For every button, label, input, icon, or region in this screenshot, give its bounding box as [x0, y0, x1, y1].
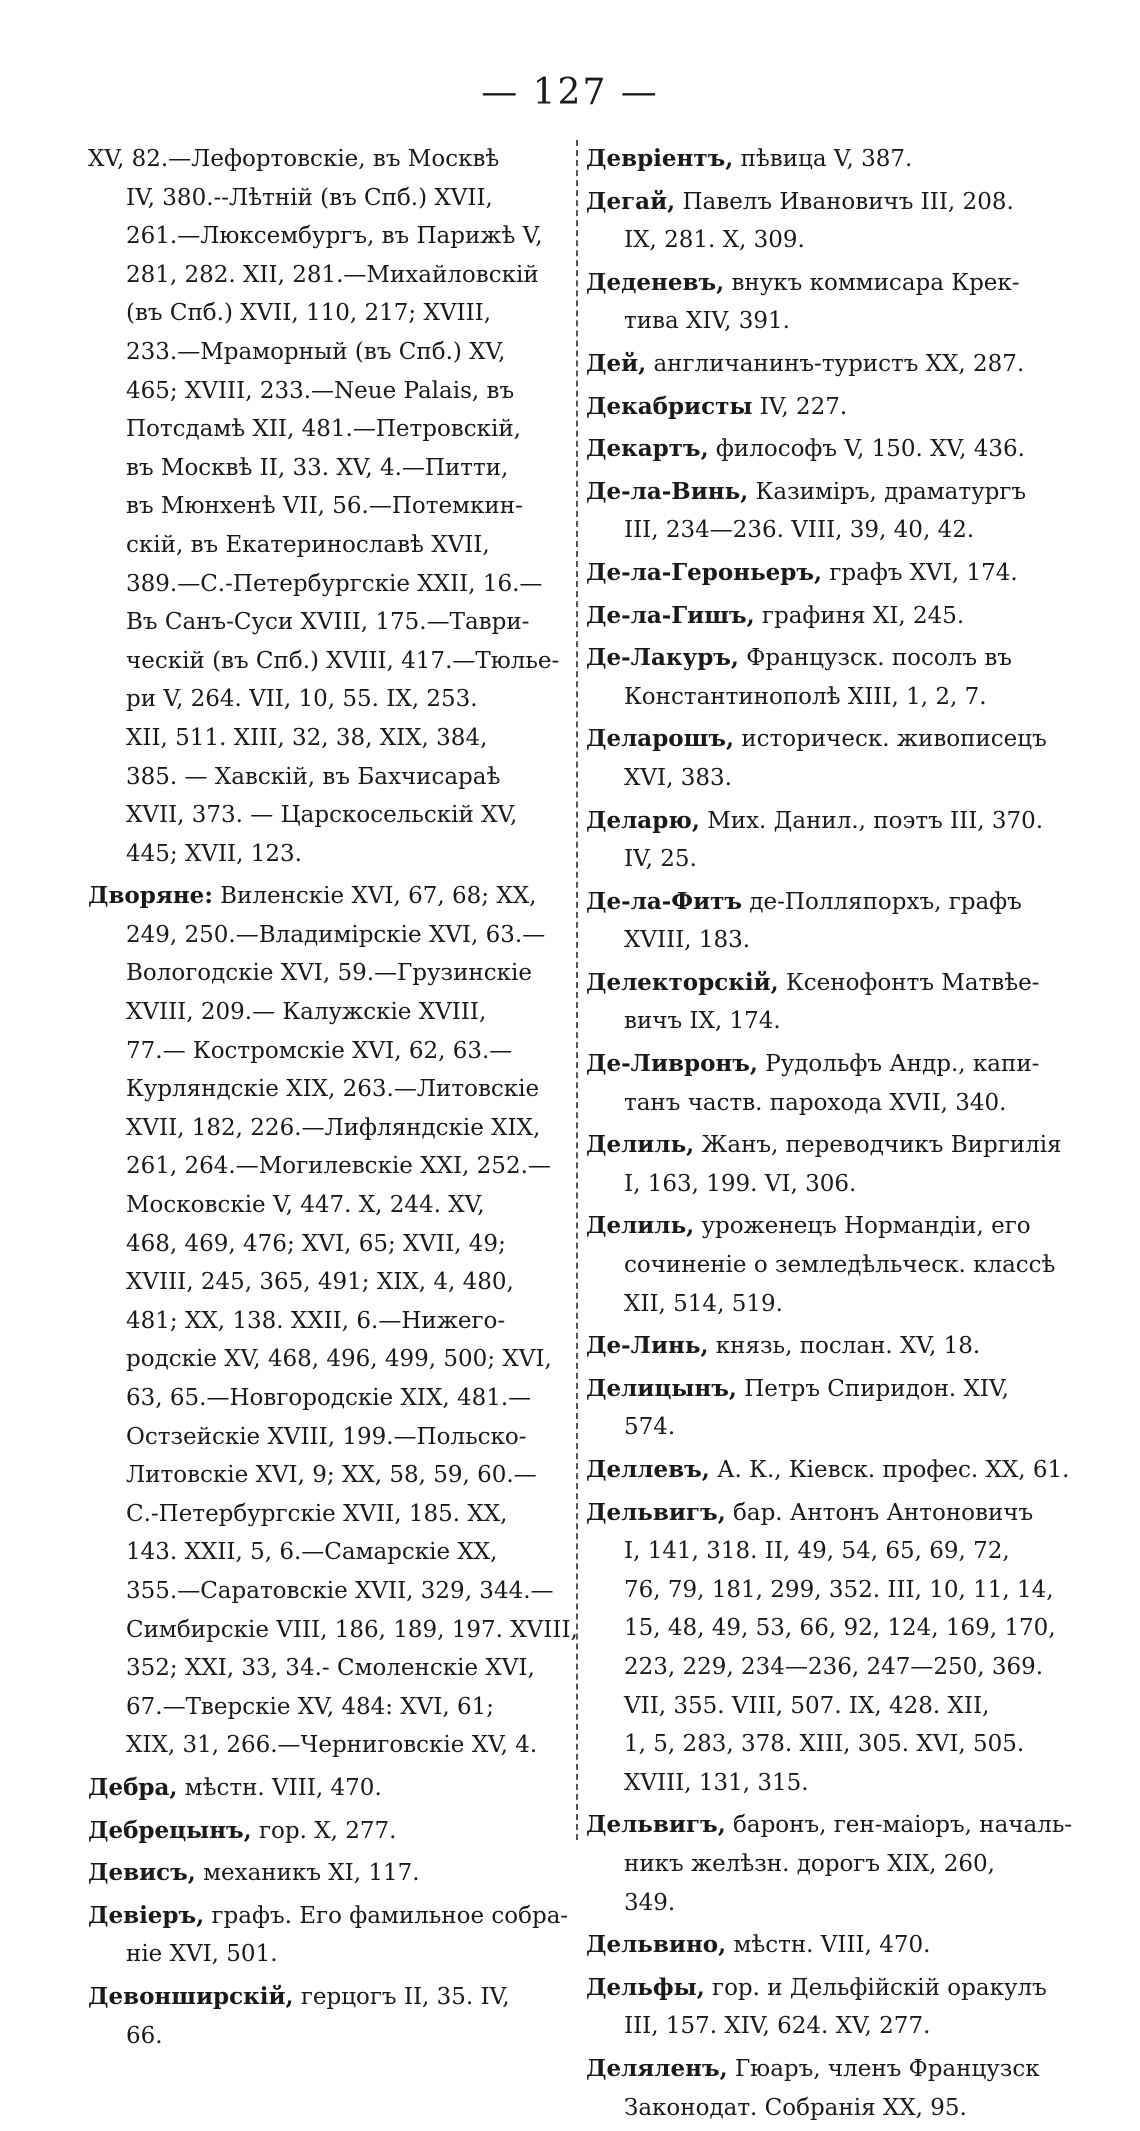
entry-line — [586, 1285, 1064, 1324]
entry-line — [586, 388, 1064, 427]
entry-line — [586, 1845, 1064, 1884]
entry-text: 445; XVII, 123. — [126, 840, 302, 867]
entry-text: скій, въ Екатеринославѣ XVII, — [126, 531, 490, 558]
index-entry — [586, 264, 1064, 341]
entry-text: XV, 82.—Лефортовскіе, въ Москвѣ — [88, 146, 500, 172]
entry-text: англичанинъ-туристъ XX, 287. — [653, 350, 1025, 377]
entry-text: философъ V, 150. XV, 436. — [715, 436, 1025, 463]
entry-text: 76, 79, 181, 299, 352. III, 10, 11, 14, — [624, 1576, 1054, 1603]
entry-line — [88, 603, 566, 642]
entry-line — [88, 256, 566, 295]
entry-text: родскіе XV, 468, 496, 499, 500; XVI, — [126, 1346, 552, 1373]
entry-text: де-Полляпорхъ, графъ — [749, 888, 1022, 915]
entry-headword: Деденевъ, — [586, 268, 725, 296]
entry-headword: Деларю, — [586, 806, 700, 834]
entry-line — [586, 678, 1064, 717]
entry-line — [586, 140, 1064, 179]
entry-headword: Декартъ, — [586, 435, 709, 463]
entry-text: 1, 5, 283, 378. XIII, 305. XVI, 505. — [624, 1731, 1025, 1758]
entry-text: графъ. Его фамильное собра- — [211, 1902, 569, 1929]
entry-headword: Делицынъ, — [586, 1374, 737, 1402]
entry-text: Въ Санъ-Суси XVIII, 175.—Таври- — [126, 609, 530, 636]
entry-text: Мих. Данил., поэтъ III, 370. — [707, 807, 1044, 834]
entry-text: XVII, 373. — Царскосельскій XV, — [126, 802, 518, 829]
entry-headword: Дегай, — [586, 187, 676, 215]
entry-headword: Де-ла-Героньеръ, — [586, 558, 823, 586]
entry-headword: Делиль, — [586, 1131, 695, 1159]
index-entry — [586, 140, 1064, 179]
entry-text: 77.— Костромскіе XVI, 62, 63.— — [126, 1037, 513, 1064]
entry-text: 261, 264.—Могилевскіе XXI, 252.— — [126, 1153, 551, 1180]
entry-text: IV, 25. — [624, 846, 697, 873]
entry-line — [88, 1978, 566, 2017]
index-entry — [586, 1207, 1064, 1323]
entry-line — [88, 1726, 566, 1765]
index-entry — [586, 345, 1064, 384]
entry-headword: Де-Лакуръ, — [586, 644, 739, 672]
entry-line — [88, 140, 566, 179]
entry-line — [88, 1379, 566, 1418]
entry-line — [88, 487, 566, 526]
entry-line — [586, 1884, 1064, 1923]
entry-line — [586, 639, 1064, 678]
entry-line — [586, 1764, 1064, 1803]
index-entry — [88, 1897, 569, 1974]
index-entry — [586, 883, 1064, 960]
entry-line — [586, 1451, 1070, 1490]
entry-text: мѣстн. VIII, 470. — [733, 1932, 931, 1959]
entry-line — [586, 1370, 1064, 1409]
entry-line — [586, 840, 1064, 879]
entry-line — [88, 1032, 566, 1071]
entry-text: Вологодскіе XVI, 59.—Грузинскіе — [126, 960, 532, 987]
entry-text: Законодат. Собранія XX, 95. — [624, 2094, 967, 2121]
entry-text: XVIII, 183. — [624, 927, 751, 954]
entry-line — [586, 1207, 1064, 1246]
entry-text: 385. — Хавскій, въ Бахчисараѣ — [126, 763, 501, 790]
entry-text: III, 157. XIV, 624. XV, 277. — [624, 2013, 931, 2040]
index-entry — [88, 1812, 566, 1851]
entry-line — [586, 511, 1064, 550]
index-entry — [586, 1969, 1064, 2046]
entry-line — [586, 1609, 1064, 1648]
entry-line — [586, 883, 1064, 922]
entry-text: С.-Петербургскіе XVII, 185. XX, — [126, 1500, 508, 1527]
entry-line — [88, 1495, 566, 1534]
entry-line — [88, 1302, 566, 1341]
entry-line — [586, 1002, 1064, 1041]
entry-line — [88, 1225, 566, 1264]
entry-text: 249, 250.—Владимірскіе XVI, 63.— — [126, 921, 546, 948]
entry-text: уроженецъ Нормандіи, его — [701, 1213, 1031, 1240]
entry-text: Петръ Спиридон. XIV, — [744, 1375, 1009, 1402]
entry-line — [88, 680, 566, 719]
entry-line — [586, 430, 1064, 469]
entry-line — [586, 473, 1064, 512]
entry-text: 66. — [126, 2022, 163, 2049]
index-entry — [586, 1126, 1064, 1203]
entry-text: гор. и Дельфійскій оракулъ — [712, 1974, 1047, 2001]
entry-line — [586, 1571, 1064, 1610]
entry-headword: Дельвино, — [586, 1931, 727, 1959]
index-entry — [586, 1327, 1064, 1366]
entry-line — [586, 2050, 1064, 2089]
entry-line — [88, 294, 566, 333]
entry-text: I, 163, 199. VI, 306. — [624, 1170, 857, 1197]
entry-text: 465; XVIII, 233.—Neue Palais, въ — [126, 377, 515, 404]
index-entry — [586, 1494, 1064, 1803]
entry-text: графиня XI, 245. — [761, 602, 965, 629]
entry-line — [586, 1165, 1064, 1204]
entry-headword: Дельвигъ, — [586, 1498, 726, 1526]
entry-text: герцогъ II, 35. IV, — [300, 1983, 510, 2010]
entry-text: графъ XVI, 174. — [829, 559, 1018, 586]
entry-line — [88, 1263, 566, 1302]
entry-line — [586, 1494, 1064, 1533]
index-entry — [586, 1926, 1064, 1965]
entry-line — [88, 719, 566, 758]
entry-text: 349. — [624, 1889, 676, 1916]
entry-line — [88, 1186, 566, 1225]
entry-headword: Деллевъ, — [586, 1456, 710, 1483]
entry-line — [586, 1327, 1064, 1366]
entry-text: Константинополѣ XIII, 1, 2, 7. — [624, 683, 987, 710]
entry-line — [88, 1572, 566, 1611]
entry-text: 233.—Мраморный (въ Спб.) XV, — [126, 338, 506, 365]
entry-text: никъ желѣзн. дорогъ XIX, 260, — [624, 1850, 995, 1877]
entry-text: А. К., Кіевск. профес. XX, 61. — [717, 1457, 1070, 1483]
entry-text: Виленскіе XVI, 67, 68; XX, — [220, 883, 537, 910]
entry-text: IV, 380.--Лѣтній (въ Спб.) XVII, — [126, 184, 493, 211]
entry-line — [88, 1418, 566, 1457]
index-entry — [586, 1806, 1073, 1922]
entry-text: I, 141, 318. II, 49, 54, 65, 69, 72, — [624, 1538, 1010, 1565]
entry-headword: Дельфы, — [586, 1973, 705, 2001]
entry-line — [88, 1456, 566, 1495]
entry-line — [88, 835, 566, 874]
index-entry — [586, 1451, 1070, 1490]
entry-line — [88, 1897, 569, 1936]
entry-line — [88, 758, 566, 797]
entry-line — [88, 1147, 566, 1186]
entry-text: (въ Спб.) XVII, 110, 217; XVIII, — [126, 300, 492, 327]
index-entry — [88, 1769, 566, 1808]
entry-text: ческій (въ Спб.) XVIII, 417.—Тюлье- — [126, 647, 560, 674]
entry-line — [586, 1687, 1064, 1726]
entry-line — [88, 1854, 566, 1893]
entry-line — [586, 964, 1064, 1003]
entry-text: гор. X, 277. — [259, 1817, 397, 1844]
entry-headword: Дебра, — [88, 1773, 178, 1801]
entry-text: Московскіе V, 447. X, 244. XV, — [126, 1192, 485, 1219]
entry-text: пѣвица V, 387. — [740, 146, 913, 172]
entry-headword: Дельвигъ, — [586, 1811, 726, 1839]
entry-line — [88, 1611, 578, 1650]
entry-text: XVIII, 131, 315. — [624, 1769, 809, 1796]
index-entry — [586, 2050, 1064, 2127]
index-entry — [586, 802, 1064, 879]
entry-line — [88, 333, 566, 372]
entry-text: Ксенофонтъ Матвѣе- — [785, 969, 1040, 996]
entry-line — [88, 449, 566, 488]
entry-headword: Дебрецынъ, — [88, 1816, 252, 1844]
entry-line — [586, 1969, 1064, 2008]
entry-text: баронъ, ген-маіоръ, началь- — [733, 1812, 1073, 1839]
entry-line — [586, 720, 1064, 759]
index-entry — [586, 183, 1064, 260]
entry-text: Павелъ Ивановичъ III, 208. — [682, 188, 1014, 215]
entry-text: 389.—С.-Петербургскіе XXII, 16.— — [126, 570, 543, 597]
index-entry — [586, 554, 1064, 593]
entry-text: 15, 48, 49, 53, 66, 92, 124, 169, 170, — [624, 1615, 1056, 1642]
entry-text: 67.—Тверскіе XV, 484: XVI, 61; — [126, 1693, 494, 1720]
entry-text: IV, 227. — [759, 393, 848, 420]
entry-line — [88, 796, 566, 835]
entry-text: XVI, 383. — [624, 764, 732, 791]
entry-text: 261.—Люксембургъ, въ Парижѣ V, — [126, 223, 543, 250]
index-entry — [586, 639, 1064, 716]
entry-line — [586, 183, 1064, 222]
entry-line — [88, 1533, 566, 1572]
entry-text: тива XIV, 391. — [624, 308, 790, 335]
index-entry — [586, 388, 1064, 427]
entry-headword: Дворяне: — [88, 882, 213, 910]
entry-text: въ Мюнхенѣ VII, 56.—Потемкин- — [126, 493, 523, 520]
index-entry — [586, 473, 1064, 550]
entry-text: 574. — [624, 1414, 676, 1441]
entry-line — [586, 921, 1064, 960]
entry-line — [88, 526, 566, 565]
entry-line — [586, 264, 1064, 303]
entry-line — [88, 372, 566, 411]
entry-line — [88, 877, 566, 916]
entry-line — [586, 1408, 1064, 1447]
left-column — [88, 140, 578, 2059]
entry-headword: Деларошъ, — [586, 725, 734, 753]
entry-text: Рудольфъ Андр., капи- — [765, 1051, 1040, 1078]
index-entry — [586, 720, 1064, 797]
entry-headword: Делекторскій, — [586, 968, 779, 996]
entry-text: XVIII, 209.— Калужскіе XVIII, — [126, 999, 487, 1026]
entry-line — [88, 954, 566, 993]
entry-headword: Декабристы — [586, 392, 753, 420]
entry-text: XIX, 31, 266.—Черниговскіе XV, 4. — [126, 1732, 538, 1759]
entry-text: бар. Антонъ Антоновичъ — [733, 1499, 1034, 1526]
entry-line — [88, 1812, 566, 1851]
entry-text: 281, 282. XII, 281.—Михайловскій — [126, 261, 539, 288]
entry-text: 355.—Саратовскіе XVII, 329, 344.— — [126, 1577, 554, 1604]
entry-headword: Де-Ливронъ, — [586, 1050, 758, 1078]
entry-text: III, 234—236. VIII, 39, 40, 42. — [624, 517, 975, 544]
entry-line — [586, 1045, 1064, 1084]
entry-line — [586, 1084, 1064, 1123]
entry-headword: Де-Линь, — [586, 1332, 709, 1360]
entry-line — [586, 1648, 1064, 1687]
entry-text: сочиненіе о земледѣльческ. классѣ — [624, 1252, 1056, 1279]
entry-line — [88, 2017, 566, 2056]
index-entry — [586, 430, 1064, 469]
entry-line — [88, 1688, 566, 1727]
entry-text: XVII, 182, 226.—Лифляндскіе XIX, — [126, 1114, 541, 1141]
entry-text: 468, 469, 476; XVI, 65; XVII, 49; — [126, 1230, 506, 1257]
entry-line — [586, 345, 1064, 384]
index-entry — [586, 1370, 1064, 1447]
page-number: — 127 — — [481, 72, 659, 113]
entry-text: танъ частв. парохода XVII, 340. — [624, 1089, 1007, 1116]
entry-headword: Де-ла-Фитъ — [586, 887, 743, 915]
entry-headword: Девіеръ, — [88, 1901, 205, 1929]
entry-headword: Девріентъ, — [586, 145, 734, 172]
entry-line — [586, 1806, 1073, 1845]
entry-text: ри V, 264. VII, 10, 55. IX, 253. — [126, 686, 478, 713]
entry-line — [586, 221, 1064, 260]
entry-line — [88, 1769, 566, 1808]
entry-headword: Девонширскій, — [88, 1982, 294, 2010]
entry-line — [586, 1126, 1064, 1165]
entry-text: Литовскіе XVI, 9; XX, 58, 59, 60.— — [126, 1462, 537, 1489]
entry-line — [88, 1649, 566, 1688]
entry-text: IX, 281. X, 309. — [624, 227, 805, 254]
entry-text: Симбирскіе VIII, 186, 189, 197. XVIII, — [126, 1616, 578, 1643]
entry-text: Казиміръ, драматургъ — [755, 478, 1027, 505]
entry-text: Французск. посолъ въ — [746, 645, 1012, 672]
entry-line — [586, 554, 1064, 593]
entry-text: Гюаръ, членъ Французск — [734, 2055, 1040, 2082]
entry-line — [88, 993, 566, 1032]
entry-text: князь, послан. XV, 18. — [715, 1333, 981, 1360]
entry-line — [586, 302, 1064, 341]
entry-headword: Девисъ, — [88, 1859, 196, 1887]
entry-line — [586, 1926, 1064, 1965]
index-entry — [586, 1045, 1064, 1122]
entry-headword: Делиль, — [586, 1212, 695, 1240]
entry-headword: Деляленъ, — [586, 2054, 728, 2082]
entry-text: механикъ XI, 117. — [203, 1860, 420, 1887]
entry-line — [586, 597, 1064, 636]
entry-text: 63, 65.—Новгородскіе XIX, 481.— — [126, 1385, 532, 1411]
entry-line — [88, 410, 566, 449]
entry-text: въ Москвѣ II, 33. XV, 4.—Питти, — [126, 454, 509, 481]
entry-headword: Де-ла-Винь, — [586, 477, 749, 505]
entry-text: историческ. живописецъ — [741, 726, 1047, 753]
entry-line — [88, 642, 566, 681]
entry-text: мѣстн. VIII, 470. — [184, 1774, 382, 1801]
entry-text: внукъ коммисара Крек- — [731, 269, 1020, 296]
entry-text: VII, 355. VIII, 507. IX, 428. XII, — [624, 1692, 990, 1719]
index-entry — [88, 1978, 566, 2055]
index-entry — [88, 1854, 566, 1893]
entry-line — [586, 2007, 1064, 2046]
entry-line — [88, 916, 566, 955]
entry-line — [88, 217, 566, 256]
entry-line — [586, 1246, 1064, 1285]
entry-text: 223, 229, 234—236, 247—250, 369. — [624, 1653, 1044, 1680]
entry-text: XII, 511. XIII, 32, 38, XIX, 384, — [126, 724, 488, 751]
index-entry — [586, 597, 1064, 636]
entry-text: Жанъ, переводчикъ Виргилія — [701, 1132, 1062, 1159]
entry-line — [586, 759, 1064, 798]
entry-line — [88, 179, 566, 218]
column-divider — [576, 140, 578, 1840]
entry-headword: Дей, — [586, 349, 647, 377]
entry-line — [88, 1109, 566, 1148]
index-entry — [88, 140, 566, 873]
entry-text: 481; XX, 138. XXII, 6.—Нижего- — [126, 1307, 506, 1334]
entry-text: 143. XXII, 5, 6.—Самарскіе XX, — [126, 1539, 498, 1566]
entry-text: 352; XXI, 33, 34.- Смоленскіе XVI, — [126, 1655, 535, 1682]
entry-text: Курляндскіе XIX, 263.—Литовскіе — [126, 1076, 540, 1103]
entry-line — [88, 1340, 566, 1379]
entry-text: вичъ IX, 174. — [624, 1008, 781, 1035]
entry-text: Остзейскіе XVIII, 199.—Польско- — [126, 1423, 527, 1450]
entry-text: ніе XVI, 501. — [126, 1941, 278, 1968]
index-entry — [88, 877, 578, 1765]
entry-line — [586, 1725, 1064, 1764]
entry-line — [586, 1532, 1064, 1571]
entry-line — [88, 565, 566, 604]
entry-line — [586, 2089, 1064, 2128]
right-column — [586, 140, 1073, 2131]
entry-line — [88, 1935, 566, 1974]
entry-line — [88, 1070, 566, 1109]
entry-headword: Де-ла-Гишъ, — [586, 601, 755, 629]
index-entry — [586, 964, 1064, 1041]
entry-text: Потсдамѣ XII, 481.—Петровскій, — [126, 416, 521, 443]
entry-text: XII, 514, 519. — [624, 1290, 783, 1317]
entry-text: XVIII, 245, 365, 491; XIX, 4, 480, — [126, 1269, 514, 1296]
entry-line — [586, 802, 1064, 841]
